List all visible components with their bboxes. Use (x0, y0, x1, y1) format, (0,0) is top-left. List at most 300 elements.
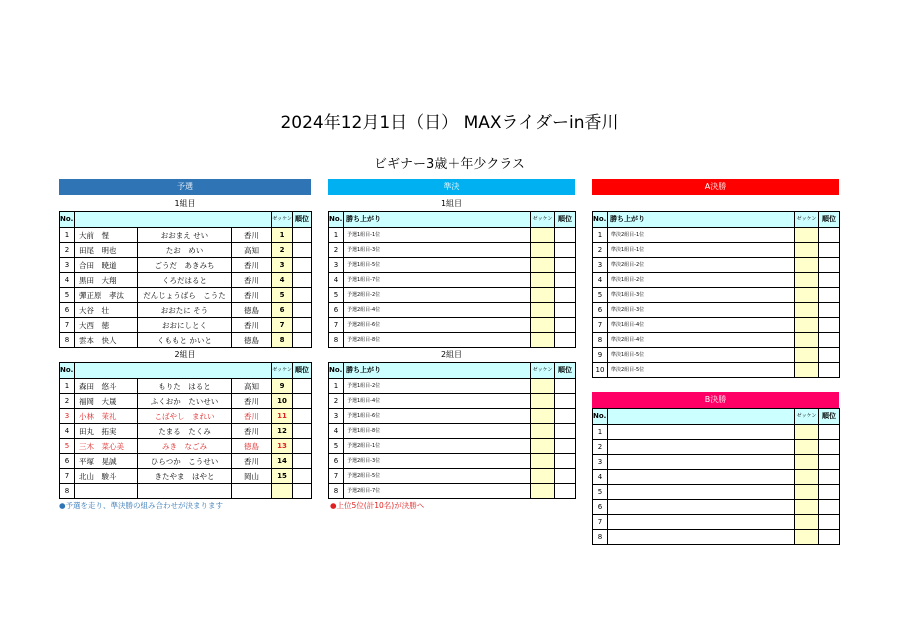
racer-name: 福岡 大晟 (75, 394, 138, 409)
table-row (329, 318, 576, 333)
bib-number (531, 288, 555, 303)
row-number: 5 (329, 288, 344, 303)
table-row (593, 363, 840, 378)
racer-name-kana: くろだはると (138, 273, 232, 288)
advance-source (608, 470, 795, 485)
bib-number: 11 (272, 409, 293, 424)
racer-prefecture: 香川 (232, 258, 272, 273)
racer-name: 大西 徳 (75, 318, 138, 333)
table-row (593, 258, 840, 273)
table-row (60, 409, 312, 424)
bib-number (795, 333, 819, 348)
table-row (329, 439, 576, 454)
table-row (593, 425, 840, 440)
rank-cell (819, 303, 840, 318)
bib-number: 8 (272, 333, 293, 348)
bib-number (795, 425, 819, 440)
bib-number (795, 363, 819, 378)
racer-name: 平塚 晃誠 (75, 454, 138, 469)
racer-name: 北山 駿斗 (75, 469, 138, 484)
table-header (593, 212, 840, 228)
table-row (593, 273, 840, 288)
table-row (60, 379, 312, 394)
rank-cell (293, 333, 312, 348)
advance-source: 予選2組目-7位 (344, 484, 531, 499)
table-row (60, 258, 312, 273)
rank-cell (293, 379, 312, 394)
racer-name-kana: たお めい (138, 243, 232, 258)
rank-cell (819, 425, 840, 440)
rank-cell (555, 273, 576, 288)
bib-number (531, 258, 555, 273)
row-number: 4 (329, 424, 344, 439)
row-number: 7 (593, 515, 608, 530)
advance-source (608, 440, 795, 455)
table-row (593, 485, 840, 500)
advance-source: 予選2組目-5位 (344, 469, 531, 484)
bib-number (795, 273, 819, 288)
no-header: No. (60, 363, 75, 379)
semi-group1-table (328, 211, 576, 348)
rank-cell (555, 469, 576, 484)
table-row (329, 469, 576, 484)
racer-prefecture: 高知 (232, 243, 272, 258)
rank-cell (555, 303, 576, 318)
row-number: 2 (593, 440, 608, 455)
row-number: 1 (593, 228, 608, 243)
rank-cell (819, 228, 840, 243)
rank-cell (555, 379, 576, 394)
row-number: 7 (329, 469, 344, 484)
advance-source: 予選2組目-1位 (344, 439, 531, 454)
no-header: No. (329, 212, 344, 228)
racer-name-kana: こばやし まれい (138, 409, 232, 424)
row-number: 7 (60, 469, 75, 484)
rank-cell (819, 243, 840, 258)
bib-number: 15 (272, 469, 293, 484)
table-row (329, 258, 576, 273)
rank-header: 順位 (819, 212, 840, 228)
table-row (329, 243, 576, 258)
racer-name-kana: おおまえ せい (138, 228, 232, 243)
table-row (329, 394, 576, 409)
bib-number: 1 (272, 228, 293, 243)
racer-name-kana: くももと かいと (138, 333, 232, 348)
qualifying-note: ●予選を走り、準決勝の組み合わせが決まります (59, 501, 224, 510)
row-number: 2 (593, 243, 608, 258)
table-row (60, 333, 312, 348)
table-row (593, 455, 840, 470)
advance-source: 予選2組目-4位 (344, 303, 531, 318)
rank-cell (293, 318, 312, 333)
racer-prefecture: 香川 (232, 454, 272, 469)
bib-number (531, 484, 555, 499)
table-row (60, 303, 312, 318)
rank-cell (555, 258, 576, 273)
racer-prefecture (232, 484, 272, 499)
rank-cell (293, 228, 312, 243)
table-row (329, 379, 576, 394)
rank-cell (555, 454, 576, 469)
rank-header: 順位 (819, 409, 840, 425)
racer-name-kana: みき なごみ (138, 439, 232, 454)
bib-number (531, 424, 555, 439)
rank-cell (293, 454, 312, 469)
table-row (60, 484, 312, 499)
row-number: 1 (329, 379, 344, 394)
advance-source: 予選1組目-5位 (344, 258, 531, 273)
final-a-header: A決勝 (592, 179, 839, 195)
racer-prefecture: 徳島 (232, 303, 272, 318)
racer-name: 小林 茉礼 (75, 409, 138, 424)
racer-name: 彈正原 孝汰 (75, 288, 138, 303)
table-row (60, 469, 312, 484)
advance-source (608, 455, 795, 470)
rank-cell (819, 455, 840, 470)
racer-name: 田丸 拓実 (75, 424, 138, 439)
bib-number (531, 273, 555, 288)
rank-header: 順位 (293, 212, 312, 228)
bib-number (531, 243, 555, 258)
rank-cell (555, 439, 576, 454)
table-row (593, 318, 840, 333)
rank-cell (293, 273, 312, 288)
rank-cell (293, 303, 312, 318)
rank-cell (293, 439, 312, 454)
bib-number (531, 439, 555, 454)
row-number: 4 (60, 273, 75, 288)
rank-header: 順位 (293, 363, 312, 379)
row-number: 3 (593, 258, 608, 273)
final-b-header: B決勝 (592, 392, 839, 408)
rank-cell (819, 363, 840, 378)
bib-number (795, 455, 819, 470)
no-header: No. (593, 212, 608, 228)
table-row (593, 303, 840, 318)
semi-group2-label: 2組目 (440, 350, 463, 359)
table-header (329, 212, 576, 228)
row-number: 8 (593, 530, 608, 545)
advance-source: 予選1組目-6位 (344, 409, 531, 424)
bib-number (795, 243, 819, 258)
row-number: 1 (593, 425, 608, 440)
row-number: 2 (329, 243, 344, 258)
table-row (329, 409, 576, 424)
table-row (593, 515, 840, 530)
advance-source: 予選1組目-1位 (344, 228, 531, 243)
no-header: No. (60, 212, 75, 228)
qualifying-group1-table (59, 211, 312, 348)
advance-source: 予選2組目-2位 (344, 288, 531, 303)
rank-cell (293, 424, 312, 439)
semi-group2-table (328, 362, 576, 499)
advance-source (608, 485, 795, 500)
rank-cell (293, 243, 312, 258)
advance-source: 予選1組目-2位 (344, 379, 531, 394)
bib-number: 5 (272, 288, 293, 303)
row-number: 8 (60, 484, 75, 499)
row-number: 2 (60, 243, 75, 258)
table-row (593, 530, 840, 545)
bib-number (795, 303, 819, 318)
rank-cell (555, 409, 576, 424)
rank-cell (819, 348, 840, 363)
table-row (329, 288, 576, 303)
rank-cell (819, 333, 840, 348)
no-header: No. (329, 363, 344, 379)
row-number: 7 (593, 318, 608, 333)
racer-prefecture: 香川 (232, 288, 272, 303)
advance-source: 準決2組目-5位 (608, 363, 795, 378)
page-title: 2024年12月1日（日） MAXライダーin香川 (280, 113, 619, 133)
row-number: 5 (60, 439, 75, 454)
racer-name-kana: もりた はると (138, 379, 232, 394)
rank-cell (819, 440, 840, 455)
racer-name: 雲本 快人 (75, 333, 138, 348)
bib-number: 6 (272, 303, 293, 318)
racer-name-kana: おおたに そう (138, 303, 232, 318)
table-row (329, 273, 576, 288)
row-number: 8 (593, 333, 608, 348)
bib-number: 10 (272, 394, 293, 409)
rank-header: 順位 (555, 363, 576, 379)
advance-source: 予選1組目-3位 (344, 243, 531, 258)
table-row (60, 288, 312, 303)
table-row (593, 470, 840, 485)
racer-name-kana: ひらつか こうせい (138, 454, 232, 469)
table-row (60, 394, 312, 409)
row-number: 7 (329, 318, 344, 333)
bib-number (531, 228, 555, 243)
racer-name: 三木 菜心美 (75, 439, 138, 454)
row-number: 1 (60, 379, 75, 394)
table-row (329, 484, 576, 499)
bib-number (795, 530, 819, 545)
rank-cell (555, 394, 576, 409)
row-number: 3 (329, 409, 344, 424)
rank-cell (293, 484, 312, 499)
racer-name-kana: たまる たくみ (138, 424, 232, 439)
advance-header: 勝ち上がり (344, 212, 531, 228)
bib-number (272, 484, 293, 499)
rank-cell (555, 424, 576, 439)
final-a-table (592, 211, 840, 378)
advance-source: 予選2組目-8位 (344, 333, 531, 348)
rank-cell (819, 288, 840, 303)
table-row (60, 439, 312, 454)
racer-name: 合田 暁道 (75, 258, 138, 273)
row-number: 8 (329, 484, 344, 499)
bib-number (795, 258, 819, 273)
row-number: 6 (593, 500, 608, 515)
row-number: 2 (329, 394, 344, 409)
table-header (60, 363, 312, 379)
rank-cell (819, 318, 840, 333)
qual-group1-label: 1組目 (174, 199, 196, 208)
semi-header: 準決 (328, 179, 575, 195)
racer-name: 大前 惺 (75, 228, 138, 243)
bib-number (531, 469, 555, 484)
advance-source: 準決1組目-1位 (608, 243, 795, 258)
rank-cell (555, 318, 576, 333)
table-row (329, 228, 576, 243)
bib-header: ゼッケン (272, 212, 293, 228)
bib-number (531, 379, 555, 394)
advance-source (608, 425, 795, 440)
bib-number: 4 (272, 273, 293, 288)
row-number: 3 (329, 258, 344, 273)
row-number: 6 (60, 303, 75, 318)
advance-source: 準決2組目-1位 (608, 228, 795, 243)
rank-cell (819, 500, 840, 515)
racer-prefecture: 香川 (232, 318, 272, 333)
advance-source (608, 530, 795, 545)
bib-number (795, 228, 819, 243)
bib-number (531, 454, 555, 469)
racer-name-kana: ごうだ あきみち (138, 258, 232, 273)
rank-cell (555, 243, 576, 258)
bib-number (531, 303, 555, 318)
table-header (329, 363, 576, 379)
bib-number (795, 500, 819, 515)
rank-cell (819, 515, 840, 530)
row-number: 4 (60, 424, 75, 439)
advance-header: 勝ち上がり (344, 363, 531, 379)
row-number: 5 (329, 439, 344, 454)
bib-number (795, 288, 819, 303)
racer-name-kana: ふくおか たいせい (138, 394, 232, 409)
row-number: 9 (593, 348, 608, 363)
row-number: 8 (60, 333, 75, 348)
semi-note: ●上位5位(計10名)が決勝へ (330, 501, 425, 510)
advance-source: 準決2組目-4位 (608, 333, 795, 348)
rank-cell (819, 530, 840, 545)
table-row (329, 424, 576, 439)
table-row (60, 243, 312, 258)
qual-group2-label: 2組目 (174, 350, 196, 359)
table-row (329, 303, 576, 318)
advance-source: 予選2組目-6位 (344, 318, 531, 333)
rank-cell (555, 484, 576, 499)
row-number: 10 (593, 363, 608, 378)
racer-name-kana: おおにしとく (138, 318, 232, 333)
row-number: 4 (593, 470, 608, 485)
racer-prefecture: 徳島 (232, 333, 272, 348)
advance-source (608, 500, 795, 515)
advance-source: 準決1組目-4位 (608, 318, 795, 333)
advance-source (608, 515, 795, 530)
row-number: 6 (329, 303, 344, 318)
advance-source: 準決1組目-3位 (608, 288, 795, 303)
row-number: 2 (60, 394, 75, 409)
bib-number: 2 (272, 243, 293, 258)
racer-name-kana (138, 484, 232, 499)
no-header: No. (593, 409, 608, 425)
advance-source: 予選1組目-8位 (344, 424, 531, 439)
bib-number (531, 409, 555, 424)
bib-number: 14 (272, 454, 293, 469)
racer-prefecture: 高知 (232, 379, 272, 394)
table-row (60, 273, 312, 288)
racer-name-kana: だんじょうばら こうた (138, 288, 232, 303)
racer-name: 黒田 大翔 (75, 273, 138, 288)
row-number: 6 (60, 454, 75, 469)
bib-number: 7 (272, 318, 293, 333)
bib-header: ゼッケン (531, 363, 555, 379)
table-header (60, 212, 312, 228)
advance-source: 予選1組目-7位 (344, 273, 531, 288)
row-number: 4 (593, 273, 608, 288)
class-subtitle: ビギナー3歳＋年少クラス (374, 157, 525, 172)
table-row (60, 318, 312, 333)
advance-source: 準決2組目-3位 (608, 303, 795, 318)
row-number: 3 (60, 409, 75, 424)
rank-header: 順位 (555, 212, 576, 228)
bib-number (795, 515, 819, 530)
row-number: 5 (593, 288, 608, 303)
rank-cell (293, 469, 312, 484)
bib-header: ゼッケン (531, 212, 555, 228)
bib-header: ゼッケン (795, 409, 819, 425)
row-number: 3 (593, 455, 608, 470)
racer-name: 大谷 壮 (75, 303, 138, 318)
row-number: 6 (329, 454, 344, 469)
racer-prefecture: 香川 (232, 409, 272, 424)
table-row (329, 454, 576, 469)
row-number: 5 (593, 485, 608, 500)
row-number: 6 (593, 303, 608, 318)
racer-prefecture: 香川 (232, 394, 272, 409)
qualifying-header: 予選 (59, 179, 311, 195)
racer-prefecture: 徳島 (232, 439, 272, 454)
racer-prefecture: 岡山 (232, 469, 272, 484)
bib-number (795, 318, 819, 333)
bib-number: 13 (272, 439, 293, 454)
table-row (593, 348, 840, 363)
racer-name-kana: きたやま はやと (138, 469, 232, 484)
advance-source: 予選1組目-4位 (344, 394, 531, 409)
rank-cell (819, 273, 840, 288)
racer-prefecture: 香川 (232, 273, 272, 288)
row-number: 1 (60, 228, 75, 243)
bib-number (795, 440, 819, 455)
rank-cell (293, 409, 312, 424)
bib-header: ゼッケン (272, 363, 293, 379)
racer-name: 森田 悠斗 (75, 379, 138, 394)
rank-cell (819, 470, 840, 485)
row-number: 3 (60, 258, 75, 273)
rank-cell (555, 333, 576, 348)
advance-source: 準決1組目-2位 (608, 273, 795, 288)
bib-number: 9 (272, 379, 293, 394)
advance-source: 準決2組目-2位 (608, 258, 795, 273)
rank-cell (555, 228, 576, 243)
bib-number (795, 470, 819, 485)
rank-cell (293, 288, 312, 303)
table-row (593, 500, 840, 515)
bib-number (531, 318, 555, 333)
bib-number (795, 485, 819, 500)
bib-number: 3 (272, 258, 293, 273)
advance-source: 予選2組目-3位 (344, 454, 531, 469)
bib-number (531, 394, 555, 409)
racer-name (75, 484, 138, 499)
row-number: 4 (329, 273, 344, 288)
rank-cell (819, 258, 840, 273)
rank-cell (293, 394, 312, 409)
table-row (60, 454, 312, 469)
table-row (329, 333, 576, 348)
